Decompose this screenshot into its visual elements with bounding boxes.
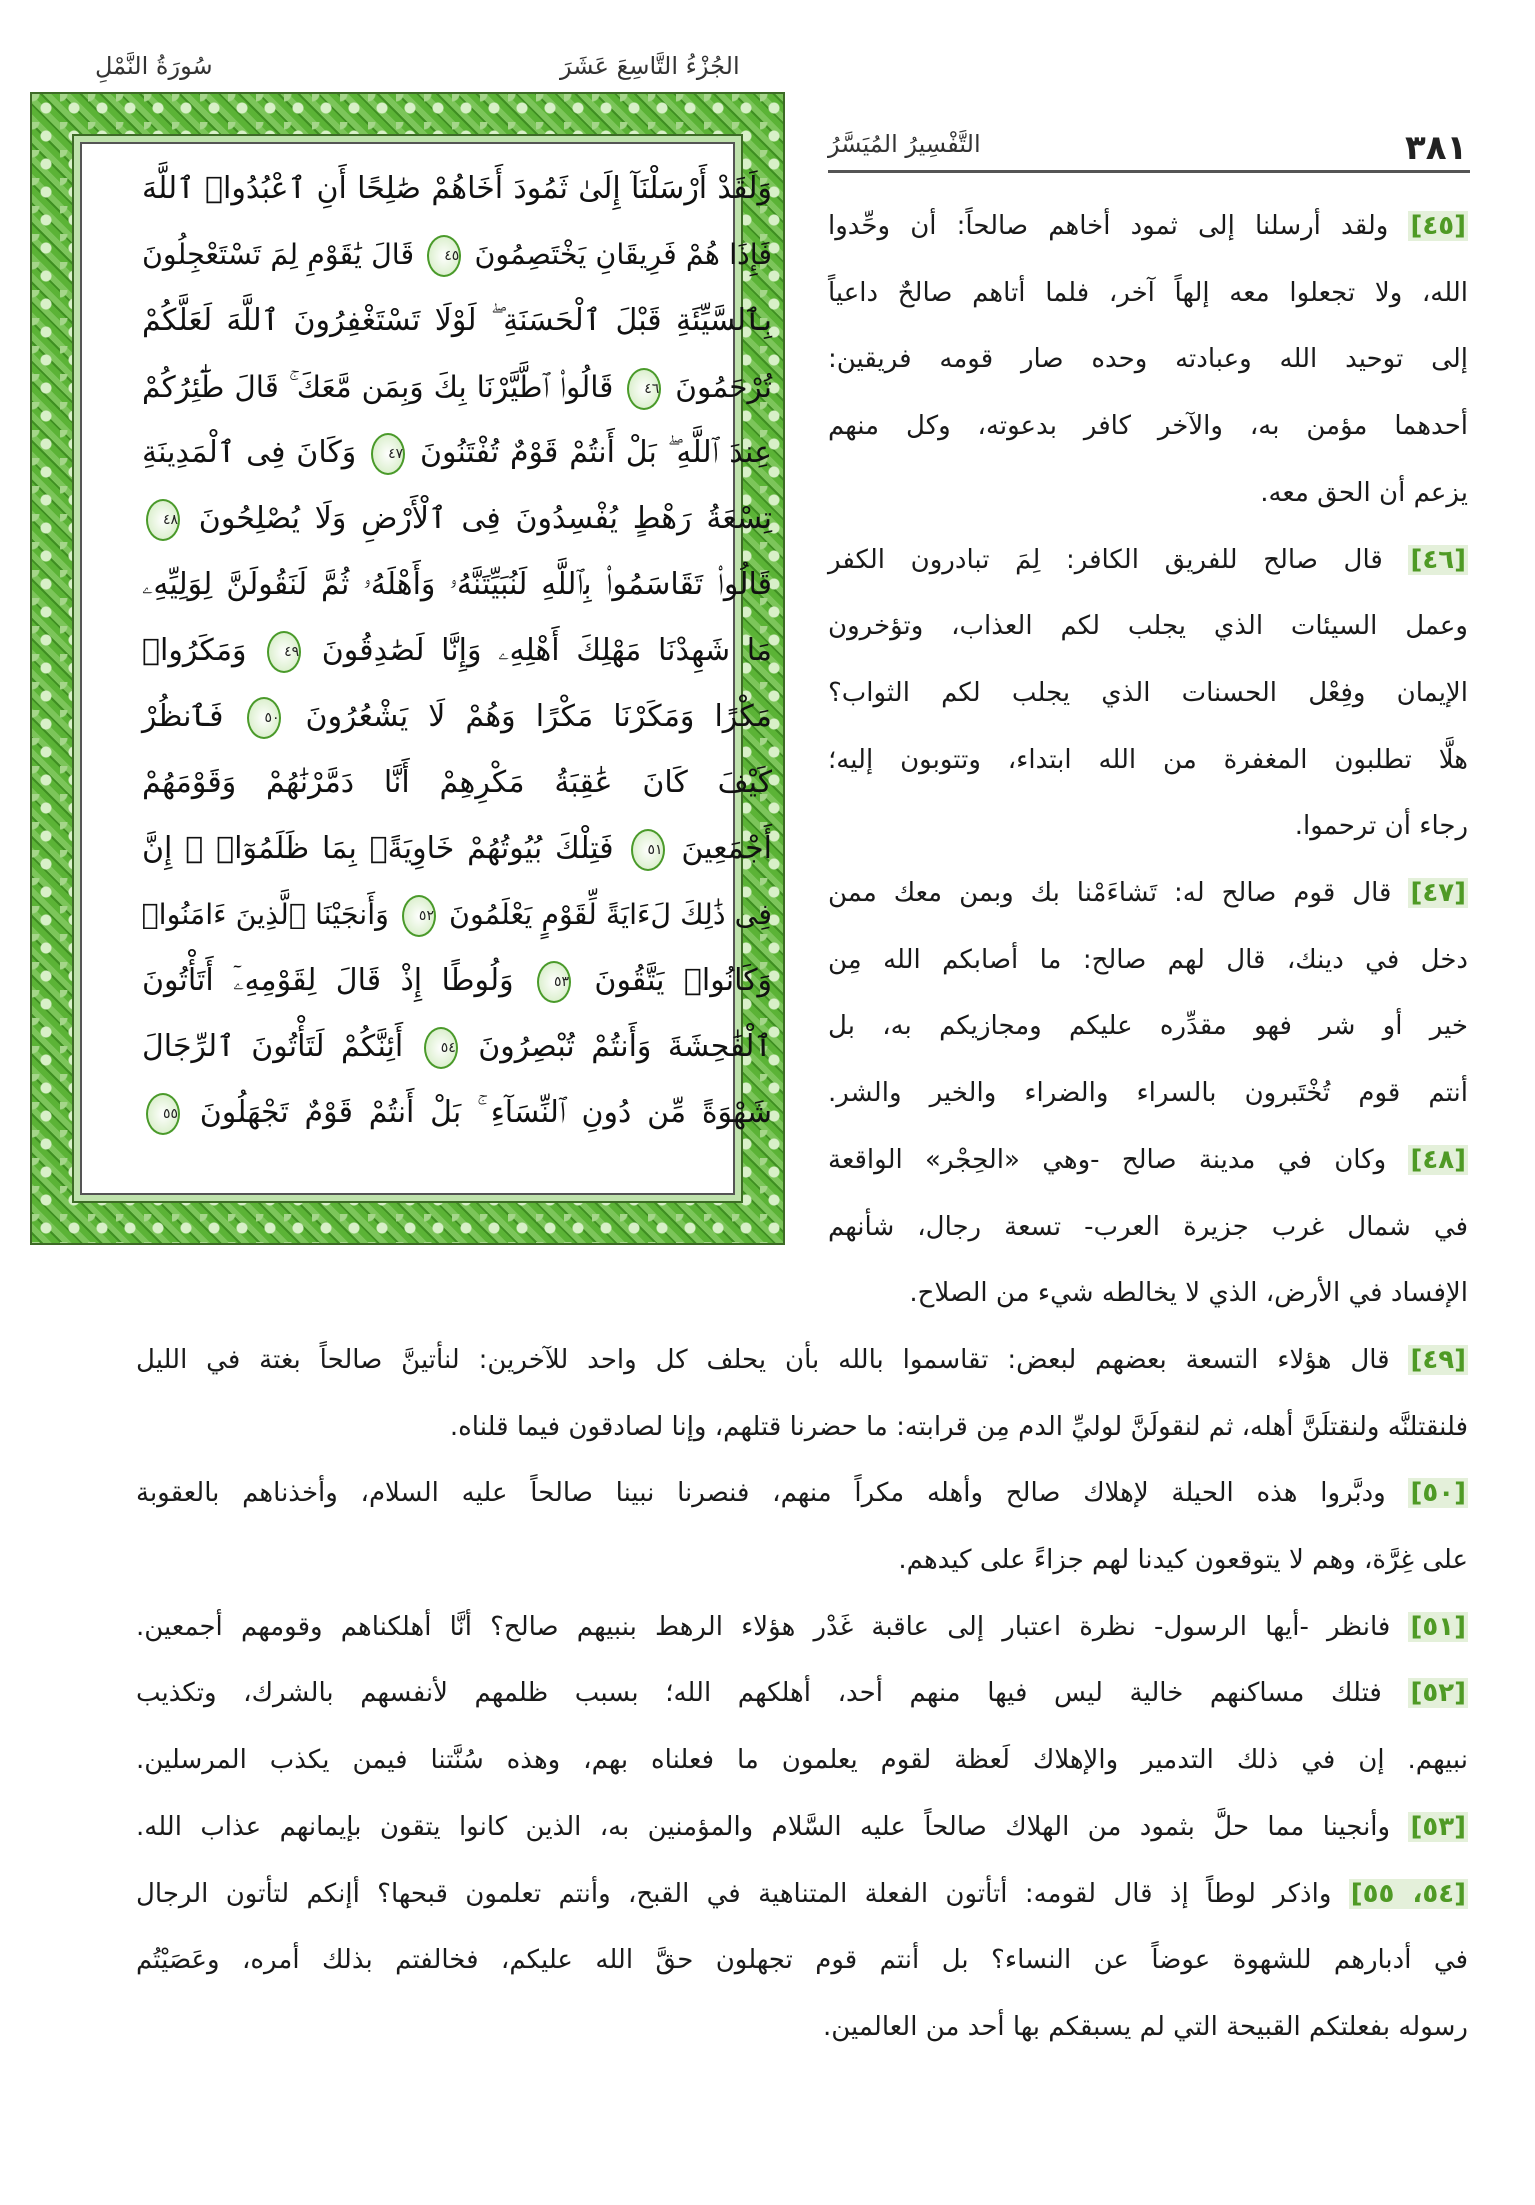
quran-text: وَأَنجَيْنَا ٱلَّذِينَ ءَامَنُوا۟ <box>141 898 389 931</box>
tafsir-text-span: في شمال غرب جزيرة العرب- تسعة رجال، شأنهم <box>828 1211 1468 1242</box>
quran-line <box>142 882 772 948</box>
tafsir-title: التَّفْسِيرُ المُيَسَّرُ <box>828 130 981 158</box>
tafsir-text-span: وعمل السيئات الذي يجلب لكم العذاب، وتؤخرون <box>828 611 1468 642</box>
quran-text: بِٱلسَّيِّئَةِ قَبْلَ ٱلْحَسَنَةِ ۖ لَوْلَا تَسْتَغْفِرُونَ ٱللَّهَ لَعَلَّكُمْ <box>142 303 772 338</box>
tafsir-text-span: وأنجينا مما حلَّ بثمود من الهلاك صالحاً عليه السَّلام والمؤمنين به، الذين كانوا يتقون بإيمانهم عذاب الله. <box>136 1811 1391 1842</box>
verse-number-tag: [٥٣] <box>1410 1811 1467 1842</box>
tafsir-text-span: يزعم أن الحق معه. <box>1260 477 1468 508</box>
quran-line <box>142 1014 772 1080</box>
tafsir-text-span: في أدبارهم للشهوة عوضاً عن النساء؟ بل أنتم قوم تجهلون حقَّ الله عليكم، فخالفتم بذلك أمره، وعَصَيْتُم <box>136 1945 1468 1976</box>
quran-text: فَٱنظُرْ <box>142 699 224 734</box>
quran-text: كَيْفَ كَانَ عَٰقِبَةُ مَكْرِهِمْ أَنَّا دَمَّرْنَٰهُمْ وَقَوْمَهُمْ <box>142 765 772 800</box>
quran-line <box>142 354 772 420</box>
ayah-number-marker: ٥٣ <box>537 961 571 1003</box>
quran-text: وَكَانَ فِى ٱلْمَدِينَةِ <box>142 435 357 470</box>
tafsir-line <box>828 793 1468 860</box>
ayah-number-marker: ٤٧ <box>371 433 405 475</box>
tafsir-text-span: ودبَّروا هذه الحيلة لإهلاك صالح وأهله مكراً منهم، فنصرنا نبينا صالحاً عليه السلام، وأخذناهم بالعقوبة <box>136 1478 1386 1509</box>
tafsir-line <box>828 460 1468 527</box>
quran-text: فِى ذَٰلِكَ لَءَايَةً لِّقَوْمٍ يَعْلَمُونَ <box>449 898 772 931</box>
quran-text: قَالَ يَٰقَوْمِ لِمَ تَسْتَعْجِلُونَ <box>142 238 415 271</box>
tafsir-line <box>828 193 1468 260</box>
tafsir-text-span: فلنقتلنَّه ولنقتلَنَّ أهله، ثم لنقولَنَّ لوليِّ الدم مِن قرابته: ما حضرنا قتلهم، وإنا لصادقون فيما قلناه. <box>449 1411 1468 1442</box>
ayah-number-marker: ٤٨ <box>146 499 180 541</box>
ayah-number-marker: ٤٥ <box>427 235 461 277</box>
quran-frame <box>30 92 785 1245</box>
tafsir-line <box>828 860 1468 927</box>
tafsir-text-span: على غِرَّة، وهم لا يتوقعون كيدنا لهم جزاءً على كيدهم. <box>898 1545 1468 1575</box>
quran-text: فَإِذَا هُمْ فَرِيقَانِ يَخْتَصِمُونَ <box>474 238 773 271</box>
verse-number-tag: [٥١] <box>1410 1611 1466 1642</box>
quran-text: عِندَ ٱللَّهِ ۖ بَلْ أَنتُمْ قَوْمٌ تُفْتَنُونَ <box>419 435 772 470</box>
tafsir-text-span: فانظر -أيها الرسول- نظرة اعتبار إلى عاقبة غَدْر هؤلاء الرهط بنبيهم صالح؟ أنَّا أهلكناهم وقومهم أجمعين. <box>136 1611 1391 1642</box>
quran-text: وَمَكَرُوا۟ <box>142 633 247 668</box>
verse-number-tag: [٤٨] <box>1410 1144 1467 1175</box>
tafsir-text-span: دخل في دينك، قال لهم صالح: ما أصابكم الله مِن <box>828 944 1468 975</box>
quran-text: تُرْحَمُونَ <box>675 370 772 404</box>
quran-line <box>142 420 772 486</box>
quran-line <box>142 750 772 816</box>
quran-text: تِسْعَةُ رَهْطٍ يُفْسِدُونَ فِى ٱلْأَرْضِ وَلَا يُصْلِحُونَ <box>198 501 772 536</box>
quran-text: مَا شَهِدْنَا مَهْلِكَ أَهْلِهِۦ وَإِنَّا لَصَٰدِقُونَ <box>321 633 772 668</box>
verse-number-tag: [٤٦] <box>1410 544 1466 575</box>
ayah-number-marker: ٤٦ <box>627 368 661 410</box>
quran-line <box>142 684 772 750</box>
verse-number-tag: [٥٤، ٥٥] <box>1350 1878 1466 1909</box>
tafsir-line <box>828 1194 1468 1261</box>
tafsir-line <box>828 393 1468 460</box>
tafsir-line <box>828 927 1468 994</box>
quran-text-area <box>80 142 773 1195</box>
tafsir-line <box>136 1861 1468 1928</box>
ayah-number-marker: ٥٠ <box>247 697 281 739</box>
page-number: ٣٨١ <box>1405 128 1468 168</box>
tafsir-line <box>828 1060 1468 1127</box>
quran-line <box>142 552 772 618</box>
quran-text: ٱلْفَٰحِشَةَ وَأَنتُمْ تُبْصِرُونَ <box>478 1029 773 1064</box>
tafsir-line <box>828 660 1468 727</box>
surah-header: سُورَةُ النَّمْلِ <box>95 52 213 80</box>
quran-text: قَالُوا۟ ٱطَّيَّرْنَا بِكَ وَبِمَن مَّعَكَ ۚ قَالَ طَٰٓئِرُكُمْ <box>142 370 614 404</box>
tafsir-line <box>136 1794 1468 1861</box>
verse-number-tag: [٥٢] <box>1410 1678 1466 1709</box>
quran-text: أَجْمَعِينَ <box>681 831 772 866</box>
juz-header: الجُزْءُ التَّاسِعَ عَشَرَ <box>560 52 740 80</box>
verse-number-tag: [٥٠] <box>1410 1478 1467 1509</box>
tafsir-line <box>136 1527 1468 1594</box>
tafsir-line <box>828 260 1468 327</box>
tafsir-line <box>136 1727 1468 1794</box>
ayah-number-marker: ٥٥ <box>146 1093 180 1135</box>
verse-number-tag: [٤٩] <box>1410 1344 1467 1375</box>
tafsir-text-span: الله، ولا تجعلوا معه إلهاً آخر، فلما أتاهم صالحٌ داعياً <box>828 277 1468 308</box>
header-rule <box>828 170 1470 173</box>
quran-text: فَتِلْكَ بُيُوتُهُمْ خَاوِيَةًۢ بِمَا ظَلَمُوٓا۟ ۚ إِنَّ <box>142 831 614 866</box>
tafsir-line <box>828 593 1468 660</box>
quran-line <box>142 1080 772 1146</box>
tafsir-line <box>136 1994 1468 2061</box>
tafsir-text-span: نبيهم. إن في ذلك التدمير والإهلاك لَعظة لقوم يعلمون ما فعلناه بهم، وهذه سُنَّتنا فيمن يكذب المرسلين. <box>136 1745 1468 1776</box>
tafsir-text-span: الإيمان وفِعْل الحسنات الذي يجلب لكم الثواب؟ <box>828 677 1468 708</box>
ayah-number-marker: ٥٢ <box>402 895 436 937</box>
quran-text: شَهْوَةً مِّن دُونِ ٱلنِّسَآءِ ۚ بَلْ أَنتُمْ قَوْمٌ تَجْهَلُونَ <box>199 1095 772 1130</box>
tafsir-text-span: قال قوم صالح له: تَشاءَمْنا بك وبمن معك ممن <box>828 878 1392 908</box>
tafsir-line <box>136 1460 1468 1527</box>
tafsir-text-span: وكان في مدينة صالح -وهي «الحِجْر» الواقعة <box>828 1144 1387 1175</box>
quran-line <box>142 486 772 552</box>
tafsir-line <box>136 1927 1468 1994</box>
tafsir-text-span: الإفساد في الأرض، الذي لا يخالطه شيء من الصلاح. <box>909 1278 1468 1309</box>
ayah-number-marker: ٥١ <box>631 829 665 871</box>
tafsir-line <box>828 527 1468 594</box>
tafsir-line <box>136 1660 1468 1727</box>
tafsir-text-span: أنتم قوم تُخْتَبرون بالسراء والضراء والخير والشر. <box>828 1078 1468 1109</box>
tafsir-line <box>828 326 1468 393</box>
quran-line <box>142 816 772 882</box>
quran-line <box>142 618 772 684</box>
ayah-number-marker: ٥٤ <box>424 1027 458 1069</box>
quran-line <box>142 948 772 1014</box>
quran-line <box>142 288 772 354</box>
quran-line <box>142 156 772 222</box>
frame-inner-band <box>72 134 773 1203</box>
tafsir-text-span: أحدهما مؤمن به، والآخر كافر بدعوته، وكل منهم <box>828 411 1468 442</box>
quran-text: أَئِنَّكُمْ لَتَأْتُونَ ٱلرِّجَالَ <box>142 1029 404 1064</box>
quran-text: وَلُوطًا إِذْ قَالَ لِقَوْمِهِۦٓ أَتَأْتُونَ <box>142 963 514 998</box>
tafsir-line <box>828 993 1468 1060</box>
quran-line <box>142 222 772 288</box>
quran-text: وَلَقَدْ أَرْسَلْنَآ إِلَىٰ ثَمُودَ أَخَاهُمْ صَٰلِحًا أَنِ ٱعْبُدُوا۟ ٱللَّهَ <box>142 171 772 206</box>
tafsir-text-span: واذكر لوطاً إذ قال لقومه: أتأتون الفعلة المتناهية في القبح، وأنتم تعلمون قبحها؟ أإنكم لتأتون الرجال <box>136 1878 1332 1909</box>
tafsir-text-span: فتلك مساكنهم خالية ليس فيها منهم أحد، أهلكهم الله؛ بسبب ظلمهم لأنفسهم بالشرك، وتكذيب <box>136 1678 1382 1709</box>
tafsir-text-span: قال هؤلاء التسعة بعضهم لبعض: تقاسموا بالله بأن يحلف كل واحد للآخرين: لنأتينَّ صالحاً بغتة في الليل <box>136 1344 1390 1375</box>
tafsir-line <box>136 1394 1468 1461</box>
tafsir-line <box>136 1327 1468 1394</box>
tafsir-text-span: قال صالح للفريق الكافر: لِمَ تبادرون الكفر <box>828 544 1383 575</box>
tafsir-text-span: ولقد أرسلنا إلى ثمود أخاهم صالحاً: أن وحِّدوا <box>828 211 1389 241</box>
quran-text: مَكْرًا وَمَكَرْنَا مَكْرًا وَهُمْ لَا يَشْعُرُونَ <box>305 699 772 734</box>
tafsir-text-span: رسوله بفعلتكم القبيحة التي لم يسبقكم بها أحد من العالمين. <box>822 2011 1468 2042</box>
tafsir-text-span: هلَّا تطلبون المغفرة من الله ابتداء، وتتوبون إليه؛ <box>828 744 1468 775</box>
verse-number-tag: [٤٥] <box>1410 211 1467 241</box>
tafsir-text-span: خير أو شر فهو مقدِّره عليكم ومجازيكم به، بل <box>828 1011 1468 1042</box>
tafsir-line <box>828 1127 1468 1194</box>
quran-text: وَكَانُوا۟ يَتَّقُونَ <box>594 963 772 998</box>
tafsir-line <box>828 727 1468 794</box>
ayah-number-marker: ٤٩ <box>267 631 301 673</box>
tafsir-line <box>136 1260 1468 1327</box>
tafsir-text-span: إلى توحيد الله وعبادته وحده صار قومه فريقين: <box>828 344 1468 375</box>
tafsir-line <box>136 1594 1468 1661</box>
verse-number-tag: [٤٧] <box>1410 878 1467 908</box>
tafsir-text-span: رجاء أن ترحموا. <box>1294 811 1468 842</box>
quran-text: قَالُوا۟ تَقَاسَمُوا۟ بِٱللَّهِ لَنُبَيِّتَنَّهُۥ وَأَهْلَهُۥ ثُمَّ لَنَقُولَنَّ لِوَلِيِّهِۦ <box>142 567 772 602</box>
